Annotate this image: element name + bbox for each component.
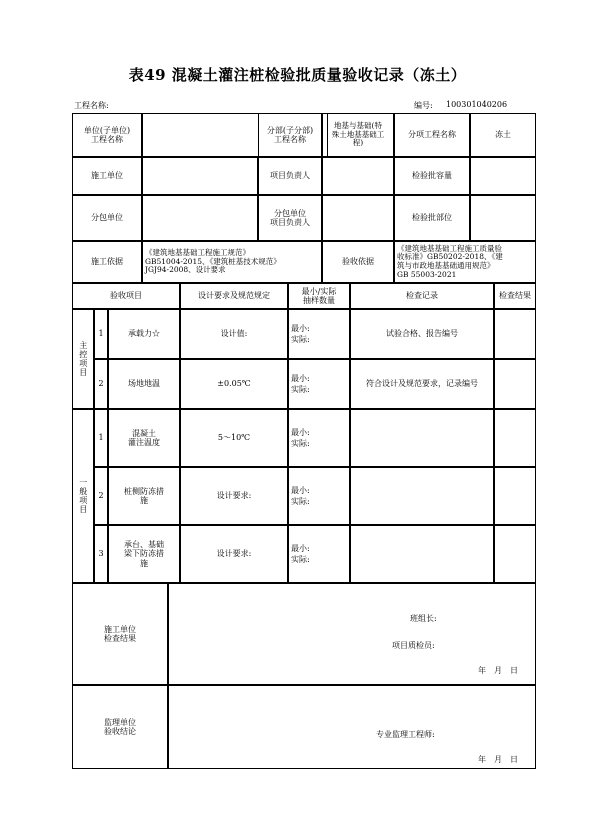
- general-group-label: 一般项目: [72, 409, 94, 583]
- general-item-req: 设计要求:: [180, 525, 288, 583]
- actual-label: 实际:: [291, 385, 310, 394]
- subcontract-lead-value[interactable]: [322, 195, 394, 241]
- item-value: 冻土: [470, 113, 536, 157]
- general-item-sample[interactable]: [288, 409, 350, 467]
- actual-label: 实际:: [291, 439, 310, 448]
- main-item-result[interactable]: [494, 309, 536, 359]
- general-item-name: 混凝土 灌注温度: [108, 409, 180, 467]
- acceptance-basis-value: 《建筑地基基础工程施工质量验 收标准》GB50202-2018、《建 筑与市政地基基础通用规范》 GB 55003-2021: [394, 241, 536, 283]
- general-item-req: 5～10℃: [180, 409, 288, 467]
- construction-unit-label: 施工单位: [72, 157, 142, 195]
- main-group-label: 主控项目: [72, 309, 94, 409]
- min-label: 最小:: [291, 323, 310, 333]
- batch-part-label: 检验批部位: [394, 195, 470, 241]
- col-record: 检查记录: [350, 283, 494, 309]
- page-title: 表49 混凝土灌注桩检验批质量验收记录（冻土）: [128, 66, 467, 84]
- main-item-result[interactable]: [494, 359, 536, 409]
- general-item-name: 承台、基础 梁下防冻措 施: [108, 525, 180, 583]
- min-label: 最小:: [291, 485, 310, 495]
- main-item-name: 场地地温: [108, 359, 180, 409]
- subsection-value: 地基与基础(特 殊土地基基础工 程): [322, 113, 394, 157]
- general-item-no: 3: [94, 525, 108, 583]
- subcontract-label: 分包单位: [72, 195, 142, 241]
- number-label: 编号:: [414, 101, 433, 110]
- main-item-no: 2: [94, 359, 108, 409]
- unit-label: 单位(子单位) 工程名称: [72, 113, 142, 157]
- actual-label: 实际:: [291, 555, 310, 564]
- project-lead-value[interactable]: [322, 157, 394, 195]
- project-name-label: 工程名称:: [74, 101, 109, 110]
- general-item-no: 1: [94, 409, 108, 467]
- col-requirement: 设计要求及规范规定: [180, 283, 288, 309]
- subcontract-value[interactable]: [142, 195, 258, 241]
- subcontract-lead-label: 分包单位 项目负责人: [258, 195, 322, 241]
- main-item-sample[interactable]: [288, 309, 350, 359]
- main-item-record: 符合设计及规范要求，记录编号: [350, 359, 494, 409]
- general-item-result[interactable]: [494, 525, 536, 583]
- main-item-sample[interactable]: [288, 359, 350, 409]
- batch-part-value[interactable]: [470, 195, 536, 241]
- acceptance-record-table: [72, 113, 536, 769]
- general-item-result[interactable]: [494, 409, 536, 467]
- actual-label: 实际:: [291, 497, 310, 506]
- general-item-record[interactable]: [350, 409, 494, 467]
- general-item-record[interactable]: [350, 525, 494, 583]
- main-item-record: 试验合格、报告编号: [350, 309, 494, 359]
- main-item-no: 1: [94, 309, 108, 359]
- quality-inspector-label: 项目质检员:: [392, 641, 435, 650]
- main-item-req: 设计值:: [180, 309, 288, 359]
- construction-unit-value[interactable]: [142, 157, 258, 195]
- team-leader-label: 班组长:: [410, 614, 437, 623]
- general-item-req: 设计要求:: [180, 467, 288, 525]
- general-item-record[interactable]: [350, 467, 494, 525]
- main-item-name: 承载力☆: [108, 309, 180, 359]
- general-item-name: 桩侧防冻措 施: [108, 467, 180, 525]
- general-item-sample[interactable]: [288, 525, 350, 583]
- main-item-req: ±0.05℃: [180, 359, 288, 409]
- batch-capacity-value[interactable]: [470, 157, 536, 195]
- min-label: 最小:: [291, 373, 310, 383]
- item-label: 分项工程名称: [394, 113, 470, 157]
- number-value: 100301040206: [446, 100, 508, 109]
- col-result: 检查结果: [494, 283, 536, 309]
- col-item: 验收项目: [72, 283, 180, 309]
- date-label: 年 月 日: [478, 666, 518, 675]
- batch-capacity-label: 检验批容量: [394, 157, 470, 195]
- basis-value: 《建筑地基基础工程施工规范》 GB51004-2015、《建筑桩基技术规范》 JGJ94-2008、设计要求: [142, 241, 322, 283]
- project-lead-label: 项目负责人: [258, 157, 322, 195]
- basis-label: 施工依据: [72, 241, 142, 283]
- general-item-result[interactable]: [494, 467, 536, 525]
- general-item-no: 2: [94, 467, 108, 525]
- supervisor-label: 专业监理工程师:: [376, 730, 435, 739]
- acceptance-basis-label: 验收依据: [322, 241, 394, 283]
- date-label-2: 年 月 日: [478, 755, 518, 764]
- supervision-label: 监理单位 验收结论: [72, 685, 168, 769]
- min-label: 最小:: [291, 543, 310, 553]
- min-label: 最小:: [291, 427, 310, 437]
- subsection-label: 分部(子分部) 工程名称: [258, 113, 322, 157]
- general-item-sample[interactable]: [288, 467, 350, 525]
- construction-check-label: 施工单位 检查结果: [72, 583, 168, 685]
- col-sample: 最小/实际 抽样数量: [288, 283, 350, 309]
- actual-label: 实际:: [291, 335, 310, 344]
